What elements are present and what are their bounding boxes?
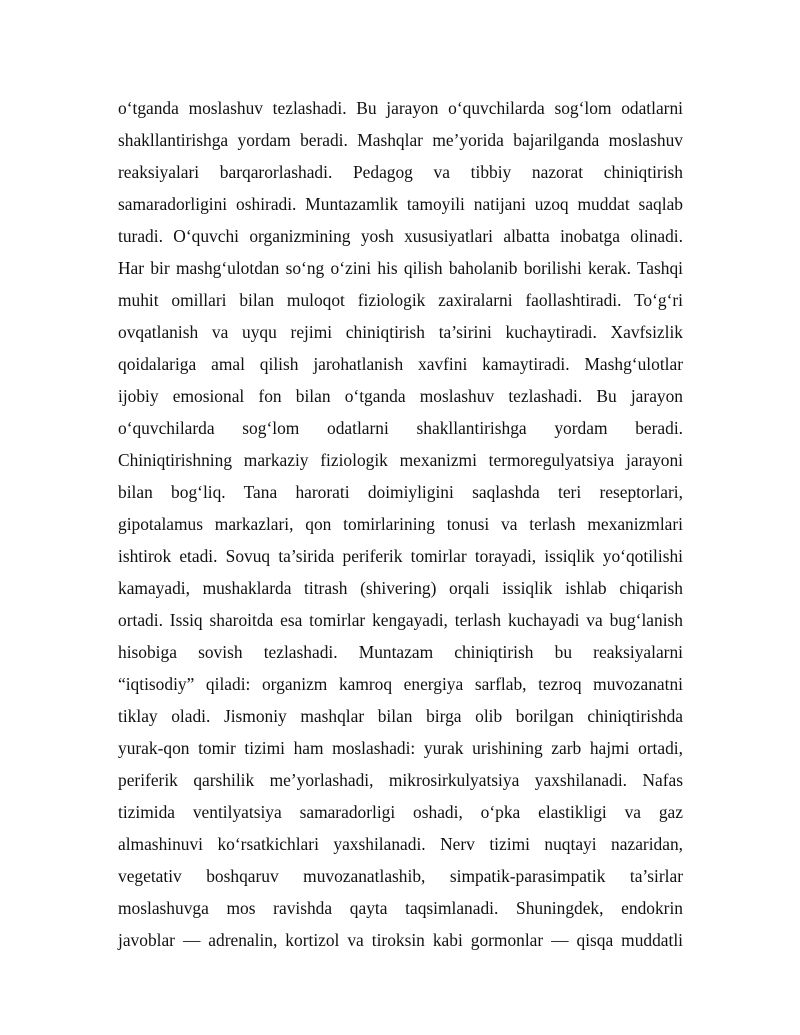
- text-line-21: yurak-qon tomir tizimi ham moslashadi: yurak urishining zarb hajmi ortadi,: [118, 738, 683, 758]
- text-line-5: turadi. O‘quvchi organizmining yosh xususiyatlari albatta inobatga olinadi.: [118, 226, 683, 246]
- text-line-25: vegetativ boshqaruv muvozanatlashib, simpatik-parasimpatik ta’sirlar: [118, 866, 683, 886]
- text-line-4: samaradorligini oshiradi. Muntazamlik tamoyili natijani uzoq muddat saqlab: [118, 194, 683, 214]
- text-line-16: kamayadi, mushaklarda titrash (shivering) orqali issiqlik ishlab chiqarish: [118, 578, 683, 598]
- text-line-17: ortadi. Issiq sharoitda esa tomirlar kengayadi, terlash kuchayadi va bug‘lanish: [118, 610, 683, 630]
- text-line-15: ishtirok etadi. Sovuq ta’sirida periferik tomirlar torayadi, issiqlik yo‘qotilishi: [118, 546, 683, 566]
- text-line-24: almashinuvi ko‘rsatkichlari yaxshilanadi. Nerv tizimi nuqtayi nazaridan,: [118, 834, 683, 854]
- text-line-6: Har bir mashg‘ulotdan so‘ng o‘zini his qilish baholanib borilishi kerak. Tashqi: [118, 258, 683, 278]
- body-text: [118, 92, 683, 956]
- text-line-10: ijobiy emosional fon bilan o‘tganda moslashuv tezlashadi. Bu jarayon: [118, 386, 683, 406]
- text-line-7: muhit omillari bilan muloqot fiziologik zaxiralarni faollashtiradi. To‘g‘ri: [118, 290, 683, 310]
- text-line-18: hisobiga sovish tezlashadi. Muntazam chiniqtirish bu reaksiyalarni: [118, 642, 683, 662]
- text-line-14: gipotalamus markazlari, qon tomirlarining tonusi va terlash mexanizmlari: [118, 514, 683, 534]
- text-line-8: ovqatlanish va uyqu rejimi chiniqtirish ta’sirini kuchaytiradi. Xavfsizlik: [118, 322, 683, 342]
- text-line-1: o‘tganda moslashuv tezlashadi. Bu jarayon o‘quvchilarda sog‘lom odatlarni: [118, 98, 683, 118]
- text-line-22: periferik qarshilik me’yorlashadi, mikrosirkulyatsiya yaxshilanadi. Nafas: [118, 770, 683, 790]
- text-line-12: Chiniqtirishning markaziy fiziologik mexanizmi termoregulyatsiya jarayoni: [118, 450, 683, 470]
- text-line-2: shakllantirishga yordam beradi. Mashqlar me’yorida bajarilganda moslashuv: [118, 130, 683, 150]
- text-line-23: tizimida ventilyatsiya samaradorligi oshadi, o‘pka elastikligi va gaz: [118, 802, 683, 822]
- text-line-26: moslashuvga mos ravishda qayta taqsimlanadi. Shuningdek, endokrin: [118, 898, 683, 918]
- text-line-11: o‘quvchilarda sog‘lom odatlarni shakllantirishga yordam beradi.: [118, 418, 683, 438]
- text-line-3: reaksiyalari barqarorlashadi. Pedagog va tibbiy nazorat chiniqtirish: [118, 162, 683, 182]
- text-line-13: bilan bog‘liq. Tana harorati doimiyligini saqlashda teri reseptorlari,: [118, 482, 683, 502]
- text-line-27: javoblar — adrenalin, kortizol va tiroksin kabi gormonlar — qisqa muddatli: [118, 930, 683, 950]
- text-line-20: tiklay oladi. Jismoniy mashqlar bilan birga olib borilgan chiniqtirishda: [118, 706, 683, 726]
- text-line-9: qoidalariga amal qilish jarohatlanish xavfini kamaytiradi. Mashg‘ulotlar: [118, 354, 683, 374]
- text-line-19: “iqtisodiy” qiladi: organizm kamroq energiya sarflab, tezroq muvozanatni: [118, 674, 683, 694]
